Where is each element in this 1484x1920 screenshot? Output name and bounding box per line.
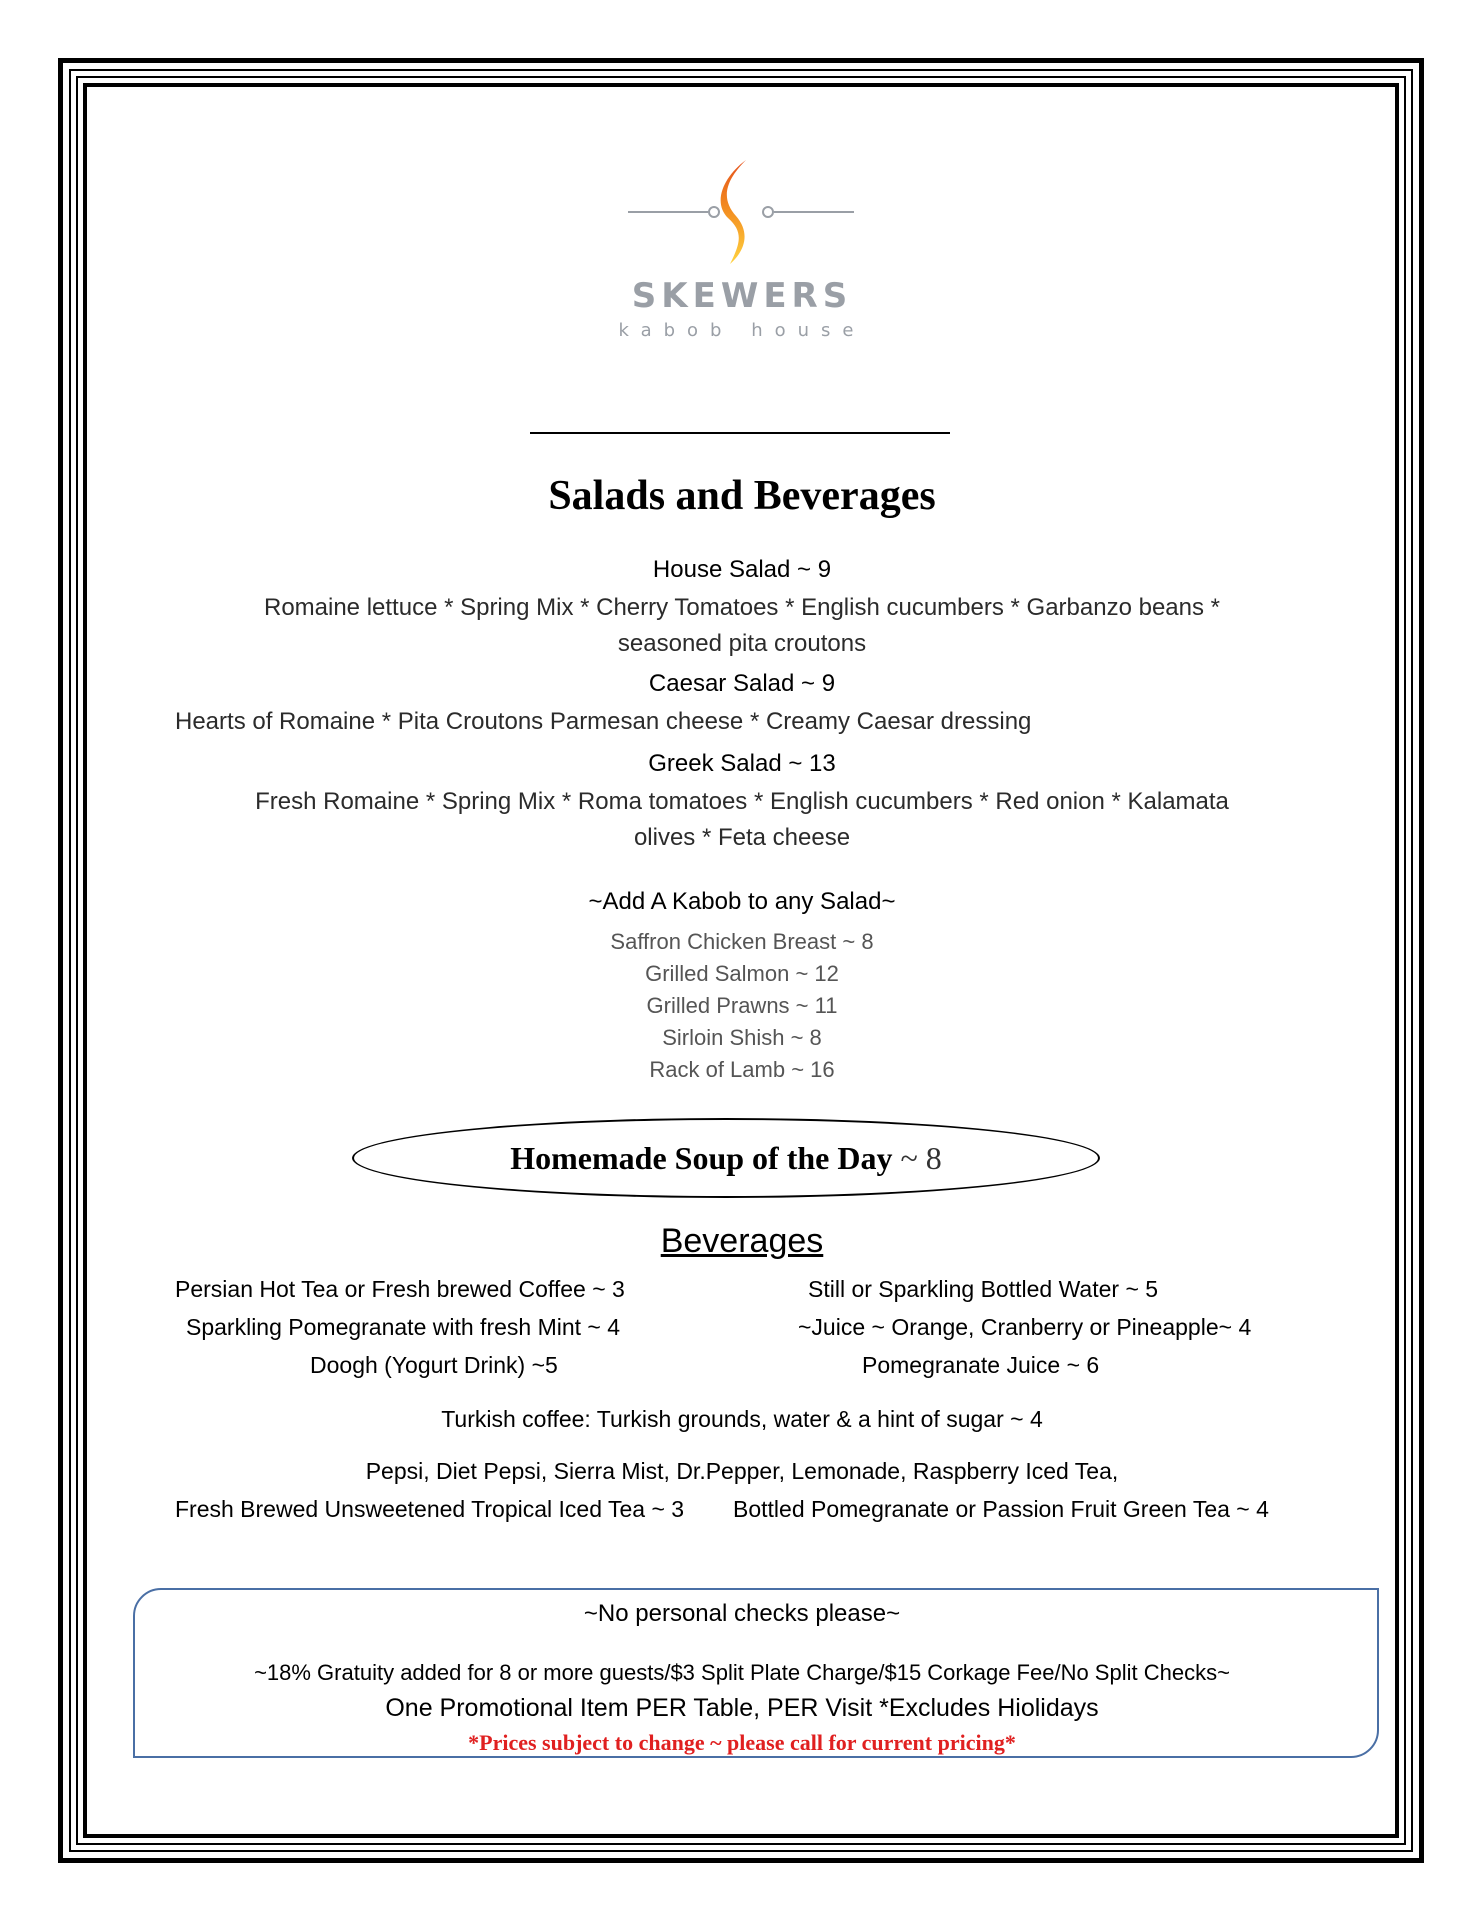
sodas-line: Pepsi, Diet Pepsi, Sierra Mist, Dr.Pepper, Lemonade, Raspberry Iced Tea, <box>365 1458 1119 1484</box>
salad-price: 9 <box>821 670 836 697</box>
beverage-left-3: Doogh (Yogurt Drink) ~5 <box>310 1352 558 1378</box>
page-title: Salads and Beverages <box>548 473 936 519</box>
soup-name: Homemade Soup of the Day <box>510 1140 893 1176</box>
skewers-flame-logo-icon <box>618 158 864 278</box>
salad-greek-desc-2: olives * Feta cheese <box>633 824 851 851</box>
logo-title: SKEWERS <box>631 276 853 316</box>
soup-of-the-day <box>352 1118 1100 1198</box>
gratuity-policy: ~18% Gratuity added for 8 or more guests/$3 Split Plate Charge/$15 Corkage Fee/No Split Checks~ <box>254 1660 1230 1685</box>
salad-house-desc-2: seasoned pita croutons <box>617 630 867 657</box>
beverage-left-2: Sparkling Pomegranate with fresh Mint ~ 4 <box>186 1314 621 1340</box>
beverage-right-2: ~Juice ~ Orange, Cranberry or Pineapple~ 4 <box>798 1314 1252 1340</box>
iced-tea-line: Fresh Brewed Unsweetened Tropical Iced Tea ~ 3 <box>175 1496 685 1522</box>
salad-name: Caesar Salad <box>648 670 795 697</box>
beverages-title: Beverages <box>660 1222 824 1260</box>
turkish-coffee: Turkish coffee: Turkish grounds, water & a hint of sugar ~ 4 <box>441 1406 1043 1432</box>
promo-policy: One Promotional Item PER Table, PER Visit *Excludes Hiolidays <box>385 1694 1099 1722</box>
salad-price: 9 <box>817 556 832 583</box>
beverage-right-3: Pomegranate Juice ~ 6 <box>862 1352 1100 1378</box>
addon-item: Saffron Chicken Breast ~ 8 <box>610 929 874 954</box>
salad-name: House Salad <box>652 556 791 583</box>
beverage-right-1: Still or Sparkling Bottled Water ~ 5 <box>808 1276 1159 1302</box>
salad-house-heading: House Salad ~ 9 <box>652 556 832 583</box>
logo-tagline: kabob house <box>618 320 866 341</box>
salad-price: 13 <box>809 750 836 777</box>
salad-caesar-heading: Caesar Salad ~ 9 <box>648 670 836 697</box>
soup-price: ~ 8 <box>900 1140 942 1176</box>
salad-name: Greek Salad <box>648 750 782 777</box>
salad-greek-heading: Greek Salad ~ 13 <box>648 750 836 777</box>
addon-title: ~Add A Kabob to any Salad~ <box>588 888 896 915</box>
addon-item: Sirloin Shish ~ 8 <box>662 1025 822 1050</box>
salad-house-desc-1: Romaine lettuce * Spring Mix * Cherry Tomatoes * English cucumbers * Garbanzo beans * <box>263 594 1220 621</box>
beverage-left-1: Persian Hot Tea or Fresh brewed Coffee ~ 3 <box>175 1276 625 1302</box>
green-tea-line: Bottled Pomegranate or Passion Fruit Green Tea ~ 4 <box>733 1496 1269 1522</box>
addon-item: Grilled Salmon ~ 12 <box>645 961 839 986</box>
salad-caesar-desc-1: Hearts of Romaine * Pita Croutons Parmesan cheese * Creamy Caesar dressing <box>175 708 1032 735</box>
pricing-disclaimer: *Prices subject to change ~ please call for current pricing* <box>468 1730 1016 1755</box>
no-checks-notice: ~No personal checks please~ <box>583 1600 901 1627</box>
salad-greek-desc-1: Fresh Romaine * Spring Mix * Roma tomatoes * English cucumbers * Red onion * Kalamata <box>255 788 1229 815</box>
divider <box>530 432 950 434</box>
addon-item: Rack of Lamb ~ 16 <box>649 1057 835 1082</box>
addon-item: Grilled Prawns ~ 11 <box>646 993 838 1018</box>
